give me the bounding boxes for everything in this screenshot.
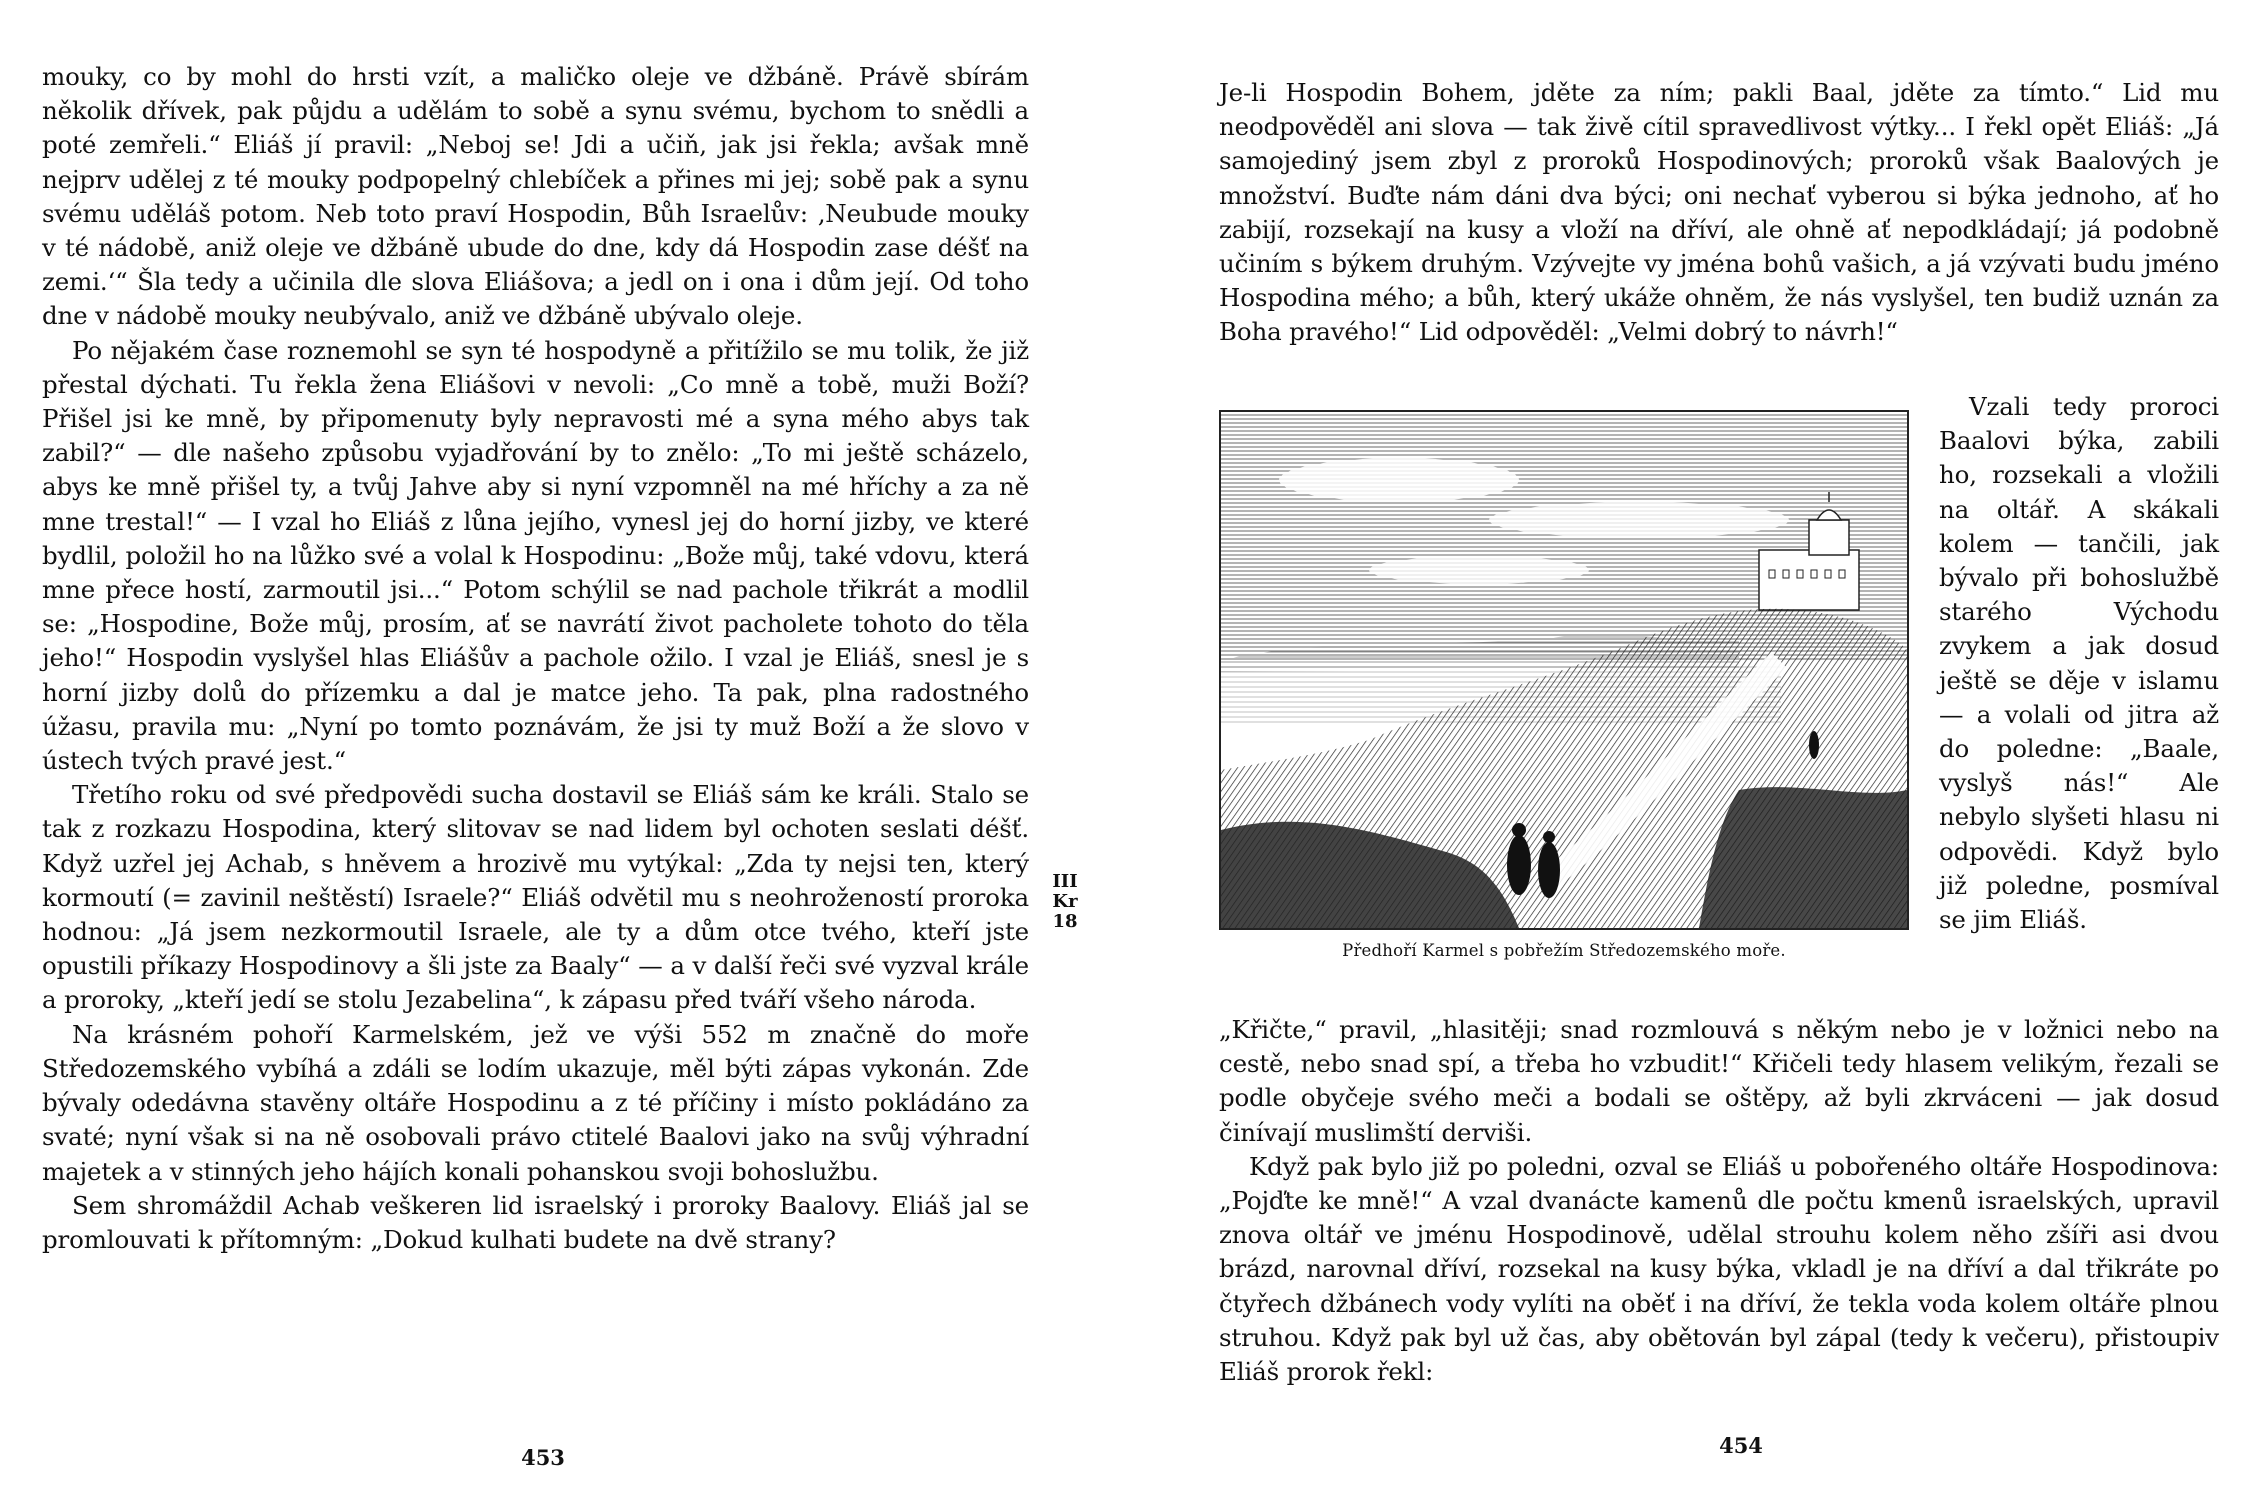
margin-reference-book: III Kr bbox=[1052, 871, 1078, 912]
paragraph: Je-li Hospodin Bohem, jděte za ním; pakli Baal, jděte za tímto.“ Lid mu neodpověděl ani slova — tak živě cítil spravedlivost výtky... I řekl opět Eliáš: „Já samojediný jsem zbyl z proroků Hospodinových; proroků však Baalových je množství. Buďte nám dáni dva býci; oni nechať vyberou si býka jednoho, ať ho zabijí, rozsekají na kusy a vloží na dříví, ale ohně ať nepodkládají; já podobně učiním s býkem druhým. Vzývejte vy jména bohů vašich, a já vzývati budu jméno Hospodina mého; a bůh, který ukáže ohněm, že nás vyslyšel, ten budiž uznán za Boha pravého!“ Lid odpověděl: „Velmi dobrý to návrh!“ bbox=[1219, 78, 2219, 347]
page-number-left: 453 bbox=[521, 1445, 565, 1470]
right-page-wrap-text bbox=[1939, 390, 2219, 937]
page-number-right: 454 bbox=[1719, 1433, 1763, 1458]
paragraph: Třetího roku od své předpovědi sucha dostavil se Eliáš sám ke králi. Stalo se tak z rozkazu Hospodina, který slitovav se nad lidem byl ochoten seslati déšť. Když uzřel jej Achab, s hněvem a hrozivě mu vytýkal: „Zda ty nejsi ten, který kormoutí (= zavinil neštěstí) Israele?“ Eliáš odvětil mu s neohrožeností proroka hodnou: „Já jsem nezkormoutil Israele, ale ty a dům otce tvého, kteří jste opustili příkazy Hospodinovy a šli jste za Baaly“ — a v další řeči své vyzval krále a proroky, „kteří jedí se stolu Jezabelina“, k zápasu před tváří všeho národa. bbox=[42, 780, 1029, 1015]
paragraph: Sem shromáždil Achab veškeren lid israelský i proroky Baalovy. Eliáš jal se promlouvati k přítomným: „Dokud kulhati budete na dvě strany? bbox=[42, 1190, 1029, 1254]
right-page-top-text bbox=[1219, 76, 2219, 350]
mount-carmel-engraving bbox=[1219, 410, 1909, 930]
left-page-text bbox=[42, 60, 1029, 1257]
paragraph: mouky, co by mohl do hrsti vzít, a maličko oleje ve džbáně. Právě sbírám několik dřívek, pak půjdu a udělám to sobě a synu svému, bychom to snědli a poté zemřeli.“ Eliáš jí pravil: „Neboj se! Jdi a učiň, jak jsi řekla; avšak mně nejprv udělej z té mouky podpopelný chlebíček a přines mi jej; sobě pak a synu svému uděláš potom. Neb toto praví Hospodin, Bůh Israelův: ‚Neubude mouky v té nádobě, aniž oleje ve džbáně ubude do dne, kdy dá Hospodin zase déšť na zemi.‘“ Šla tedy a učinila dle slova Eliášova; a jedl on i ona i dům její. Od toho dne v nádobě mouky neubývalo, aniž ve džbáně ubývalo oleje. bbox=[42, 62, 1029, 331]
paragraph: Když pak bylo již po poledni, ozval se Eliáš u pobořeného oltáře Hospodinova: „Pojďte ke mně!“ A vzal dvanácte kamenů dle počtu kmenů israelských, upravil znova oltář ve jménu Hospodinově, udělal strouhu kolem něho zšíři asi dvou brázd, narovnal dříví, rozsekal na kusy býka, vkladl je na dříví a dal třikráte po čtyřech džbánech vody vylíti na oběť i na dříví, že tekla voda kolem oltáře plnou struhou. Když pak byl už čas, aby obětován byl zápal (tedy k večeru), přistoupiv Eliáš prorok řekl: bbox=[1219, 1151, 2219, 1387]
right-page bbox=[1121, 0, 2242, 1500]
paragraph: Vzali tedy proroci Baalovi býka, zabili ho, rozsekali a vložili na oltář. A skákali kolem — tančili, jak bývalo při bohoslužbě starého Východu zvykem a jak dosud ještě se děje v islamu — a volali od jitra až do poledne: „Baale, vyslyš nás!“ Ale nebylo slyšeti hlasu ni odpovědi. Když bylo již poledne, posmíval se jim Eliáš. bbox=[1939, 392, 2219, 935]
margin-reference-chapter: 18 bbox=[1052, 911, 1078, 932]
paragraph: „Křičte,“ pravil, „hlasitěji; snad rozmlouvá s někým nebo je v ložnici nebo na cestě, nebo snad spí, a třeba ho vzbudit!“ Křičeli tedy hlasem velikým, řezali se podle obyčeje svého meči a bodali se oštěpy, až byli zkrváceni — jak dosud činívají muslimští derviši. bbox=[1219, 1015, 2219, 1147]
paragraph: Na krásném pohoří Karmelském, jež ve výši 552 m značně do moře Středozemského vybíhá a zdáli se lodím ukazuje, měl býti zápas vykonán. Zde bývaly odedávna stavěny oltáře Hospodinu a z té příčiny i místo pokládáno za svaté; nyní však si na ně osobovali právo ctitelé Baalovi jako na svůj výhradní majetek a v stinných jeho hájích konali pohanskou svoji bohoslužbu. bbox=[42, 1019, 1029, 1186]
margin-reference bbox=[1037, 872, 1093, 932]
right-page-bottom-text bbox=[1219, 1013, 2219, 1389]
paragraph: Po nějakém čase roznemohl se syn té hospodyně a přitížilo se mu tolik, že již přestal dýchati. Tu řekla žena Eliášovi v nevoli: „Co mně a tobě, muži Boží? Přišel jsi ke mně, by připomenuty byly nepravosti mé a syna mého abys tak zabil?“ — dle našeho způsobu vyjadřování by to znělo: „To mi ještě scházelo, abys ke mně přišel ty, a tvůj Jahve aby si nyní vzpomněl na mé hříchy a za ně mne trestal!“ — I vzal ho Eliáš z lůna jejího, vynesl jej do horní jizby, ve které bydlil, položil ho na lůžko své a volal k Hospodinu: „Bože můj, také vdovu, která mne přece hostí, zarmoutil jsi...“ Potom schýlil se nad pachole třikrát a modlil se: „Hospodine, Bože můj, prosím, ať se navrátí život pacholete tohoto do těla jeho!“ Hospodin vyslyšel hlas Eliášův a pachole ožilo. I vzal je Eliáš, snesl je s horní jizby dolů do přízemku a dal je matce jeho. Ta pak, plna radostného úžasu, pravila mu: „Nyní po tomto poznávám, že jsi ty muž Boží a že slovo v ústech tvých pravé jest.“ bbox=[42, 335, 1029, 776]
engraving-figure bbox=[1219, 410, 1909, 962]
figure-caption: Předhoří Karmel s pobřežím Středozemského moře. bbox=[1342, 941, 1786, 960]
